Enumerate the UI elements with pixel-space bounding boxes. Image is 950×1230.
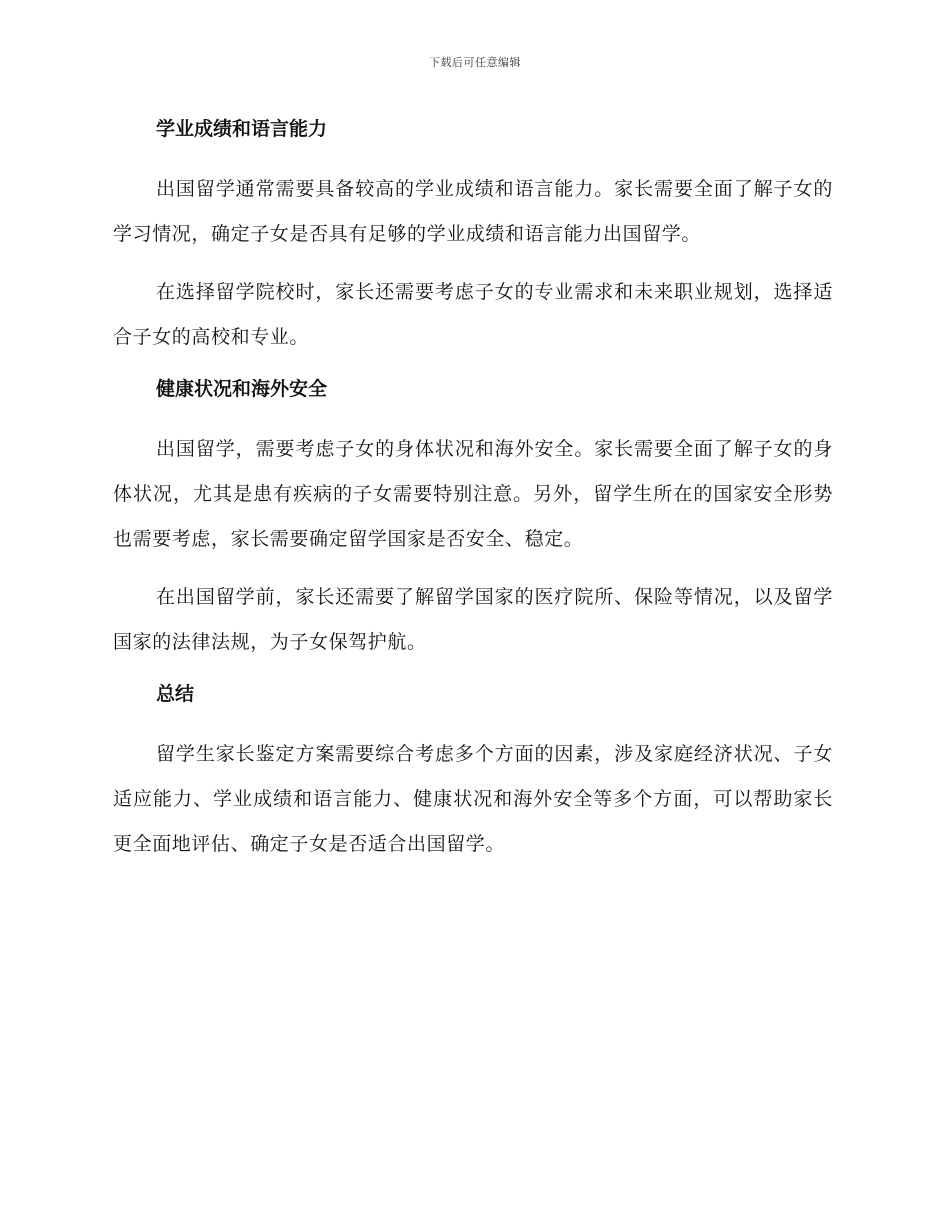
paragraph: 在选择留学院校时，家长还需要考虑子女的专业需求和未来职业规划，选择适合子女的高校和专业。 xyxy=(113,281,833,348)
page-header-note: 下载后可任意编辑 xyxy=(429,56,521,69)
document-body xyxy=(113,113,833,880)
paragraph: 在出国留学前，家长还需要了解留学国家的医疗院所、保险等情况，以及留学国家的法律法规，为子女保驾护航。 xyxy=(113,586,833,653)
paragraph: 出国留学，需要考虑子女的身体状况和海外安全。家长需要全面了解子女的身体状况，尤其是患有疾病的子女需要特别注意。另外，留学生所在的国家安全形势也需要考虑，家长需要确定留学国家是否安全、稳定。 xyxy=(113,438,833,550)
section-health-safety xyxy=(113,373,833,665)
section-heading: 健康状况和海外安全 xyxy=(156,378,328,400)
paragraph: 出国留学通常需要具备较高的学业成绩和语言能力。家长需要全面了解子女的学习情况，确定子女是否具有足够的学业成绩和语言能力出国留学。 xyxy=(113,178,833,245)
section-academic-language xyxy=(113,113,833,360)
section-heading: 总结 xyxy=(156,683,195,705)
section-heading: 学业成绩和语言能力 xyxy=(156,118,328,140)
section-summary xyxy=(113,678,833,867)
paragraph: 留学生家长鉴定方案需要综合考虑多个方面的因素，涉及家庭经济状况、子女适应能力、学业成绩和语言能力、健康状况和海外安全等多个方面，可以帮助家长更全面地评估、确定子女是否适合出国留学。 xyxy=(113,743,833,855)
